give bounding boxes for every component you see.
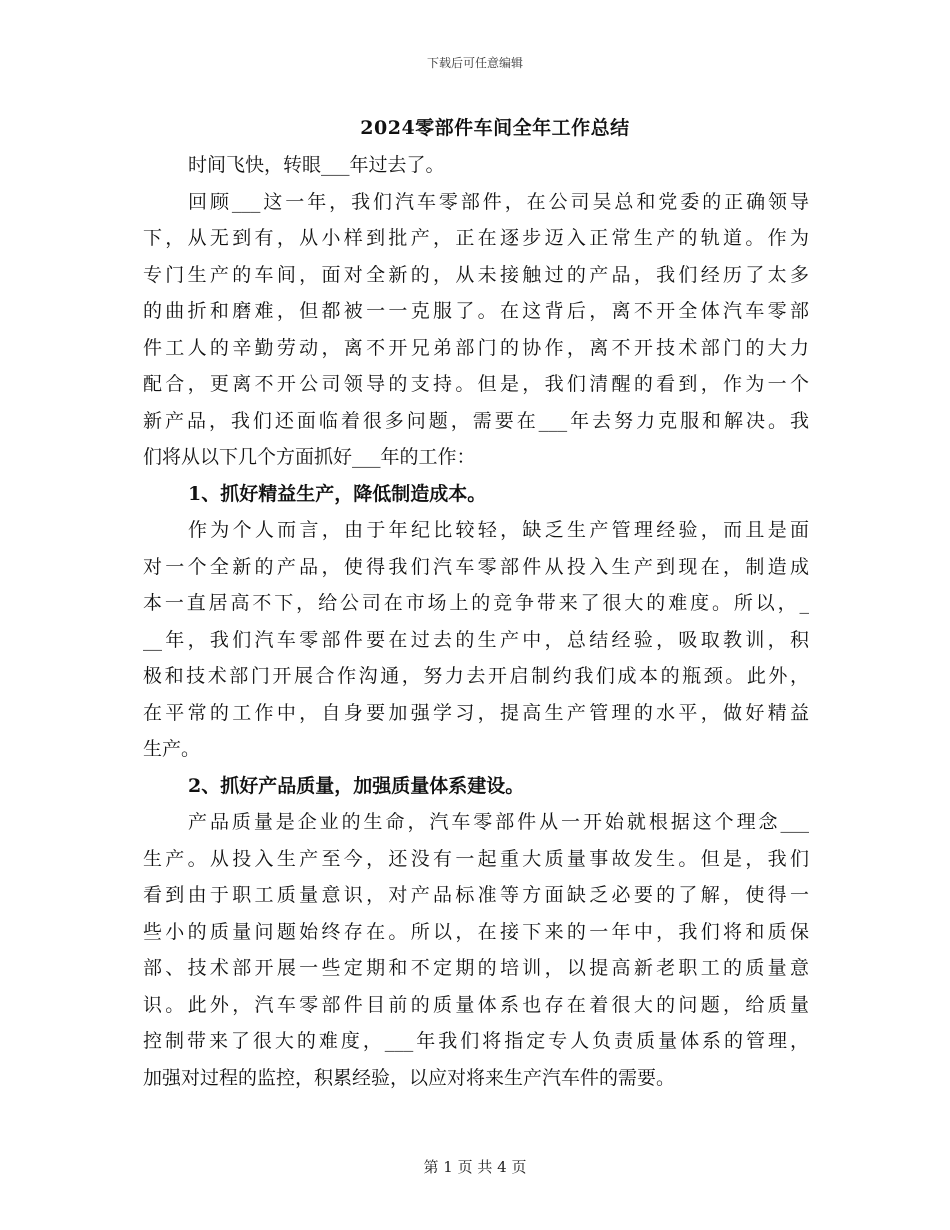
body-line: 部、技术部开展一些定期和不定期的培训，以提高新老职工的质量意 bbox=[143, 957, 809, 979]
body-line: 的曲折和磨难，但都被一一克服了。在这背后，离不开全体汽车零部 bbox=[143, 300, 809, 322]
body-line: 件工人的辛勤劳动，离不开兄弟部门的协作，离不开技术部门的大力 bbox=[143, 336, 809, 359]
body-line: 生产。 bbox=[143, 738, 201, 760]
body-line: 对一个全新的产品，使得我们汽车零部件从投入生产到现在，制造成 bbox=[143, 555, 809, 578]
body-line: 配合，更离不开公司领导的支持。但是，我们清醒的看到，作为一个 bbox=[143, 373, 809, 395]
section-heading: 2、抓好产品质量，加强质量体系建设。 bbox=[188, 774, 525, 797]
body-line: 在平常的工作中，自身要加强学习，提高生产管理的水平，做好精益 bbox=[143, 701, 809, 724]
body-line: 控制带来了很大的难度，___年我们将指定专人负责质量体系的管理， bbox=[143, 1030, 809, 1052]
body-line: 新产品，我们还面临着很多问题，需要在___年去努力克服和解决。我 bbox=[143, 409, 809, 432]
body-line: 加强对过程的监控，积累经验，以应对将来生产汽车件的需要。 bbox=[143, 1066, 676, 1089]
document-title: 2024零部件车间全年工作总结 bbox=[360, 117, 630, 139]
body-line: __年，我们汽车零部件要在过去的生产中，总结经验，吸取教训，积 bbox=[143, 628, 809, 651]
document-body bbox=[143, 147, 809, 1096]
body-line: 们将从以下几个方面抓好___年的工作： bbox=[143, 446, 476, 468]
body-line: 极和技术部门开展合作沟通，努力去开启制约我们成本的瓶颈。此外， bbox=[143, 665, 809, 687]
body-line: 识。此外，汽车零部件目前的质量体系也存在着很大的问题，给质量 bbox=[143, 993, 809, 1016]
body-line: 本一直居高不下，给公司在市场上的竞争带来了很大的难度。所以，_ bbox=[143, 592, 809, 614]
body-line: 专门生产的车间，面对全新的，从未接触过的产品，我们经历了太多 bbox=[143, 263, 809, 286]
section-heading: 1、抓好精益生产，降低制造成本。 bbox=[188, 482, 487, 505]
header-note: 下载后可任意编辑 bbox=[426, 56, 523, 70]
body-line: 些小的质量问题始终存在。所以，在接下来的一年中，我们将和质保 bbox=[143, 920, 809, 943]
body-line: 产品质量是企业的生命，汽车零部件从一开始就根据这个理念___ bbox=[188, 811, 809, 833]
body-line: 回顾___这一年，我们汽车零部件，在公司吴总和党委的正确领导 bbox=[188, 190, 809, 213]
body-line: 下，从无到有，从小样到批产，正在逐步迈入正常生产的轨道。作为 bbox=[143, 227, 809, 249]
page-number: 第 1 页 共 4 页 bbox=[423, 1158, 527, 1176]
body-line: 看到由于职工质量意识，对产品标准等方面缺乏必要的了解，使得一 bbox=[143, 884, 809, 906]
body-line: 作为个人而言，由于年纪比较轻，缺乏生产管理经验，而且是面 bbox=[188, 519, 809, 541]
body-line: 时间飞快，转眼___年过去了。 bbox=[188, 154, 445, 176]
body-line: 生产。从投入生产至今，还没有一起重大质量事故发生。但是，我们 bbox=[143, 847, 809, 870]
